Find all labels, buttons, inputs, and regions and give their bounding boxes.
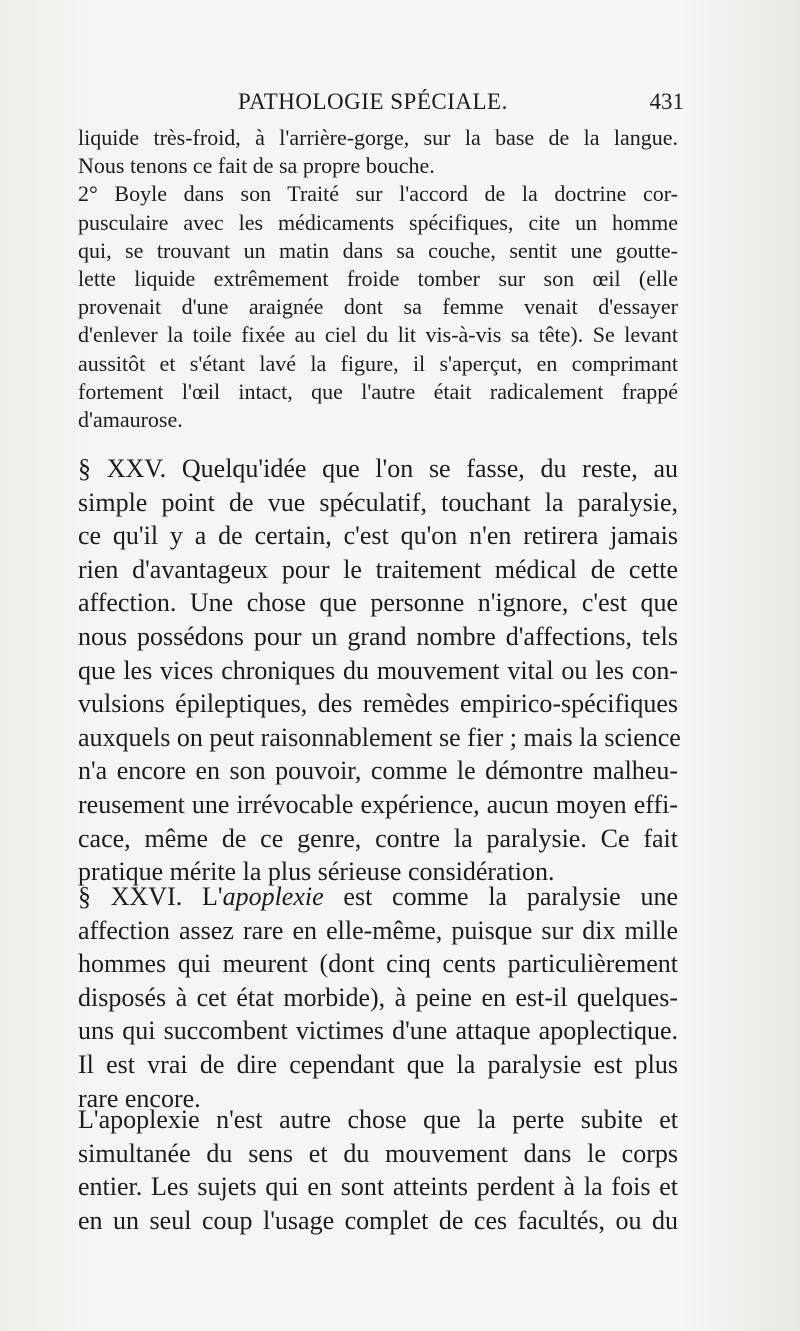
paragraph-apoplexie-definition	[78, 1103, 678, 1237]
text-line: auxquels on peut raisonnablement se fier ; mais la science	[78, 722, 681, 752]
text-line: entier. Les sujets qui en sont atteints perdent à la fois et	[78, 1172, 678, 1202]
text-line: liquide très-froid, à l'arrière-gorge, sur la base de la langue.	[78, 125, 678, 150]
text-line: d'amaurose.	[78, 407, 183, 433]
text-line: rien d'avantageux pour le traitement médical de cette	[78, 554, 678, 584]
page-number: 431	[649, 89, 684, 114]
text-line: simultanée du sens et du mouvement dans le corps	[78, 1138, 678, 1168]
text-line: 2° Boyle dans son Traité sur l'accord de la doctrine cor-	[78, 181, 678, 207]
text-line: uns qui succombent victimes d'une attaque apoplectique.	[78, 1016, 678, 1046]
text-line: disposés à cet état morbide), à peine en est-il quelques-	[78, 982, 678, 1012]
running-header	[78, 86, 684, 118]
text-line: provenait d'une araignée dont sa femme venait d'essayer	[78, 294, 678, 320]
text-line: lette liquide extrêmement froide tomber sur son œil (elle	[78, 266, 678, 292]
text-line	[78, 880, 678, 914]
text-line: Il est vrai de dire cependant que la paralysie est plus	[78, 1049, 678, 1079]
text-line: nous possédons pour un grand nombre d'affections, tels	[78, 621, 678, 651]
paragraph-section-xxvi	[78, 880, 678, 1115]
text-line: n'a encore en son pouvoir, comme le démontre malheu-	[78, 756, 678, 786]
text-line: qui, se trouvant un matin dans sa couche, sentit une goutte-	[78, 237, 678, 263]
text-line: vulsions épileptiques, des remèdes empirico-spécifiques	[78, 689, 678, 719]
text-line: d'enlever la toile fixée au ciel du lit vis-à-vis sa tête). Se levant	[78, 322, 678, 348]
text-line: affection. Une chose que personne n'ignore, c'est que	[78, 588, 678, 618]
text-line: pusculaire avec les médicaments spécifiques, cite un homme	[78, 209, 678, 235]
text-fragment: § XXVI. L'	[78, 882, 223, 911]
text-line: pratique mérite la plus sérieuse considération.	[78, 857, 555, 887]
text-line: reusement une irrévocable expérience, aucun moyen effi-	[78, 789, 678, 819]
text-line: rare encore.	[78, 1083, 201, 1113]
text-line: ce qu'il y a de certain, c'est qu'on n'en retirera jamais	[78, 521, 678, 551]
paragraph-boyle-case	[78, 124, 678, 434]
text-line: L'apoplexie n'est autre chose que la perte subite et	[78, 1105, 678, 1134]
running-title: PATHOLOGIE SPÉCIALE.	[238, 89, 508, 114]
italic-term: apoplexie	[222, 882, 324, 911]
text-line: hommes qui meurent (dont cinq cents particulièrement	[78, 949, 678, 979]
text-line: fortement l'œil intact, que l'autre était radicalement frappé	[78, 378, 678, 404]
text-line: affection assez rare en elle-même, puisque sur dix mille	[78, 915, 678, 945]
text-line: § XXV. Quelqu'idée que l'on se fasse, du reste, au	[78, 454, 678, 483]
text-line: que les vices chroniques du mouvement vital ou les con-	[78, 655, 678, 685]
text-line: simple point de vue spéculatif, touchant la paralysie,	[78, 487, 678, 517]
text-fragment: est comme la paralysie une	[323, 882, 678, 911]
text-line: en un seul coup l'usage complet de ces facultés, ou du	[78, 1205, 678, 1235]
text-line: aussitôt et s'étant lavé la figure, il s'aperçut, en comprimant	[78, 350, 678, 376]
text-line: cace, même de ce genre, contre la paralysie. Ce fait	[78, 823, 678, 853]
text-line: Nous tenons ce fait de sa propre bouche.	[78, 153, 435, 179]
paragraph-section-xxv	[78, 452, 681, 889]
